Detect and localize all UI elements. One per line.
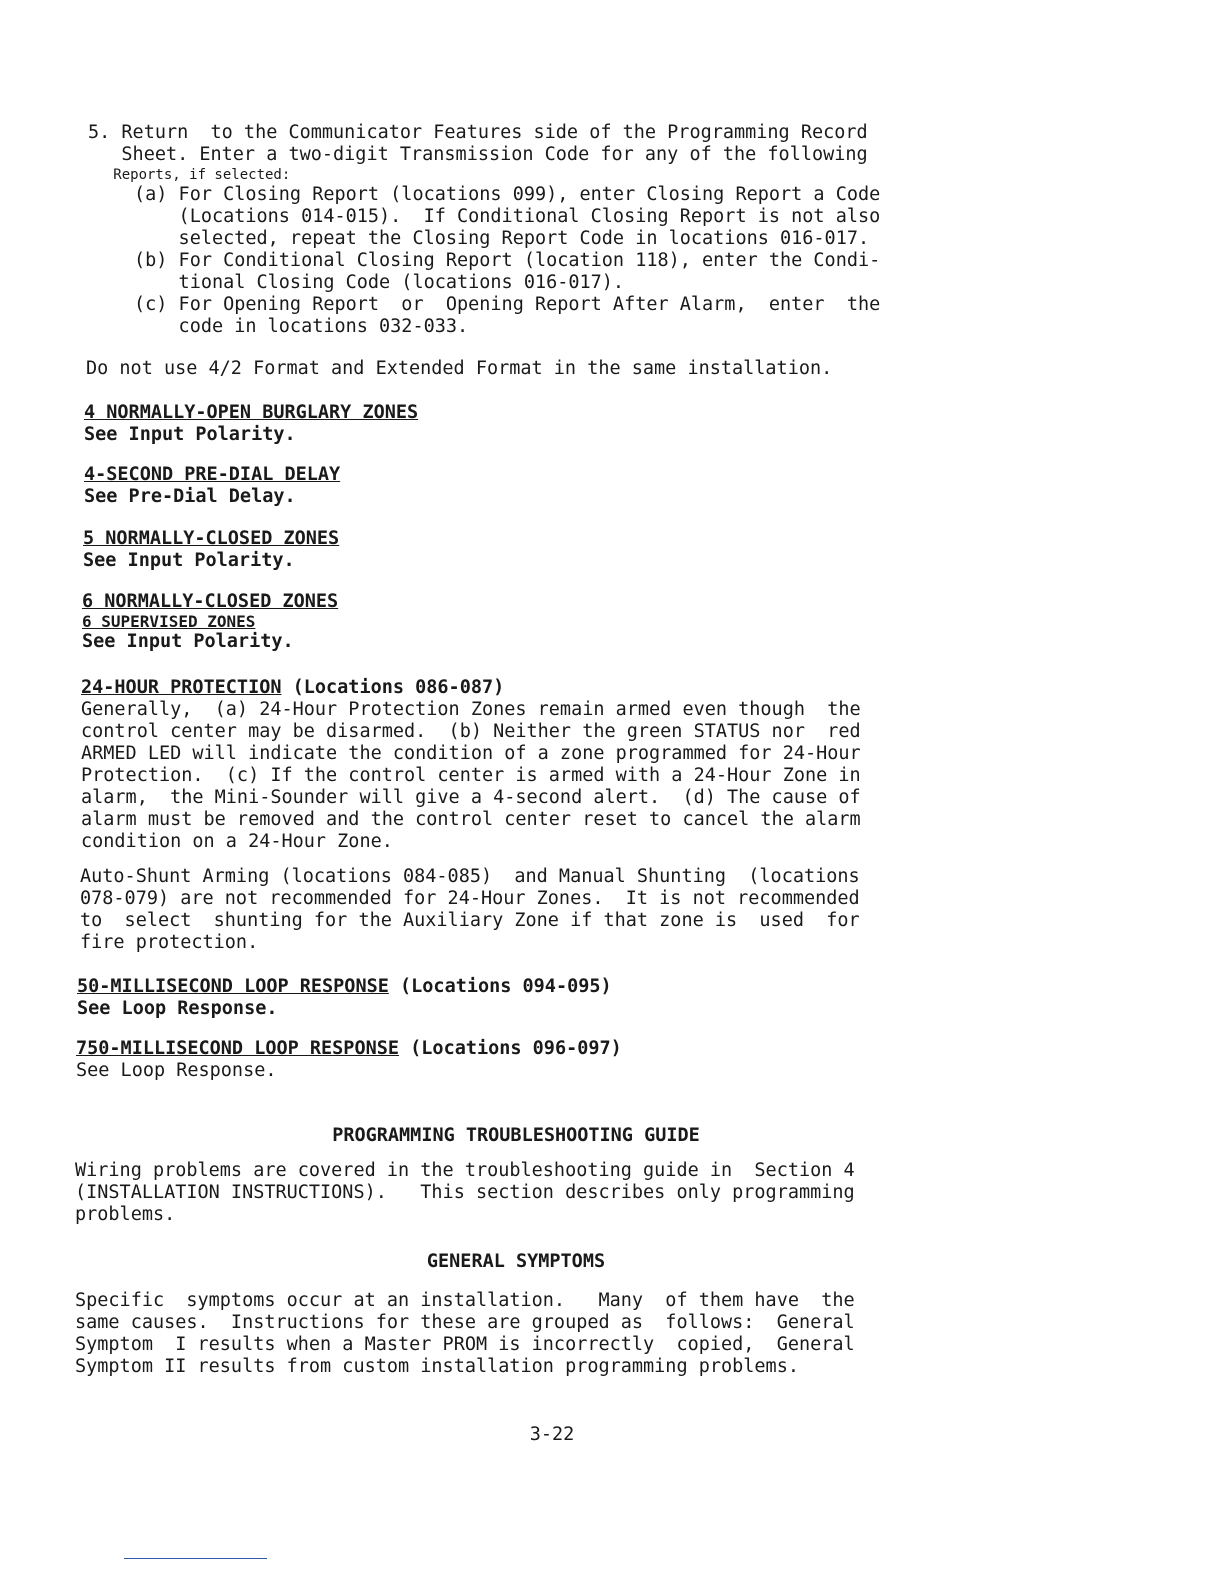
section-6-nc-zones (82, 591, 972, 653)
section-heading: 50-MILLISECOND LOOP RESPONSE (77, 976, 389, 997)
paragraph-line: ARMED LED will indicate the condition of a zone programmed for 24-Hour (81, 743, 861, 764)
format-note-text: Do not use 4/2 Format and Extended Format in the same installation. (86, 358, 833, 379)
section-heading: 750-MILLISECOND LOOP RESPONSE (76, 1038, 400, 1059)
item-5-line: 5. Return to the Communicator Features side of the Programming Record (88, 122, 868, 143)
troubleshooting-paragraph (75, 1160, 965, 1226)
section-heading: 4-SECOND PRE-DIAL DELAY (84, 464, 341, 485)
format-note (86, 358, 976, 380)
paragraph-line: Specific symptoms occur at an installation. Many of them have the (75, 1290, 855, 1311)
item-5c-line: code in locations 032-033. (134, 316, 469, 337)
item-5a (134, 184, 978, 250)
item-5c-line: (c) For Opening Report or Opening Report After Alarm, enter the (134, 294, 881, 315)
section-heading-2: 6 SUPERVISED ZONES (82, 612, 256, 631)
see-reference: See Input Polarity. (82, 631, 294, 652)
item-5a-line: selected, repeat the Closing Report Code in locations 016-017. (134, 228, 870, 249)
section-50ms-loop-response (77, 976, 967, 1020)
section-heading: 6 NORMALLY-CLOSED ZONES (82, 591, 339, 612)
item-5b (134, 250, 978, 294)
section-burglary-zones (84, 402, 974, 446)
item-5b-line: tional Closing Code (locations 016-017). (134, 272, 625, 293)
paragraph-line: fire protection. (80, 932, 259, 953)
locations-label: (Locations 096-097) (399, 1038, 622, 1059)
item-5-line: Sheet. Enter a two-digit Transmission Code for any of the following (88, 144, 868, 165)
paragraph-line: 078-079) are not recommended for 24-Hour Zones. It is not recommended (80, 888, 860, 909)
paragraph-line: Auto-Shunt Arming (locations 084-085) and Manual Shunting (locations (80, 866, 860, 887)
footer-rule (124, 1558, 267, 1559)
see-reference: See Input Polarity. (83, 550, 295, 571)
section-heading: 4 NORMALLY-OPEN BURGLARY ZONES (84, 402, 419, 423)
troubleshooting-title: PROGRAMMING TROUBLESHOOTING GUIDE (332, 1125, 700, 1146)
paragraph-line: Wiring problems are covered in the troubleshooting guide in Section 4 (75, 1160, 855, 1181)
item-5c (134, 294, 978, 338)
paragraph-line: alarm must be removed and the control center reset to cancel the alarm (81, 809, 861, 830)
see-reference: See Loop Response. (77, 998, 278, 1019)
paragraph-line: Generally, (a) 24-Hour Protection Zones remain armed even though the (81, 699, 861, 720)
paragraph-line: to select shunting for the Auxiliary Zone if that zone is used for (80, 910, 860, 931)
paragraph-line: problems. (75, 1204, 176, 1225)
paragraph-line: Protection. (c) If the control center is armed with a 24-Hour Zone in (81, 765, 861, 786)
locations-label: (Locations 086-087) (281, 677, 505, 698)
paragraph-line: alarm, the Mini-Sounder will give a 4-second alert. (d) The cause of (81, 787, 861, 808)
paragraph-line: Symptom I results when a Master PROM is incorrectly copied, General (75, 1334, 855, 1355)
see-reference: See Loop Response. (76, 1060, 277, 1081)
locations-label: (Locations 094-095) (388, 976, 612, 997)
section-heading: 5 NORMALLY-CLOSED ZONES (83, 528, 340, 549)
see-reference: See Pre-Dial Delay. (84, 486, 296, 507)
item-5b-line: (b) For Conditional Closing Report (location 118), enter the Condi- (134, 250, 881, 271)
paragraph-line: control center may be disarmed. (b) Neither the green STATUS nor red (81, 721, 861, 742)
paragraph-line: Symptom II results from custom installation programming problems. (75, 1356, 799, 1377)
item-5-block (88, 122, 978, 338)
page-number: 3-22 (529, 1424, 575, 1445)
section-750ms-loop-response (76, 1038, 966, 1082)
paragraph-line: (INSTALLATION INSTRUCTIONS). This section describes only programming (75, 1182, 855, 1203)
section-heading: 24-HOUR PROTECTION (81, 677, 282, 698)
item-5-line: Reports, if selected: (88, 167, 291, 183)
paragraph-line: condition on a 24-Hour Zone. (81, 831, 393, 852)
item-5a-line: (a) For Closing Report (locations 099), enter Closing Report a Code (134, 184, 881, 205)
symptoms-title: GENERAL SYMPTOMS (426, 1251, 606, 1272)
paragraph-line: same causes. Instructions for these are grouped as follows: General (75, 1312, 855, 1333)
see-reference: See Input Polarity. (84, 424, 296, 445)
item-5a-line: (Locations 014-015). If Conditional Closing Report is not also (134, 206, 881, 227)
section-24-hour-protection (81, 677, 971, 853)
symptoms-paragraph (75, 1290, 965, 1378)
shunting-paragraph (80, 866, 970, 954)
section-5-nc-zones (83, 528, 973, 572)
section-predial-delay (84, 464, 974, 508)
